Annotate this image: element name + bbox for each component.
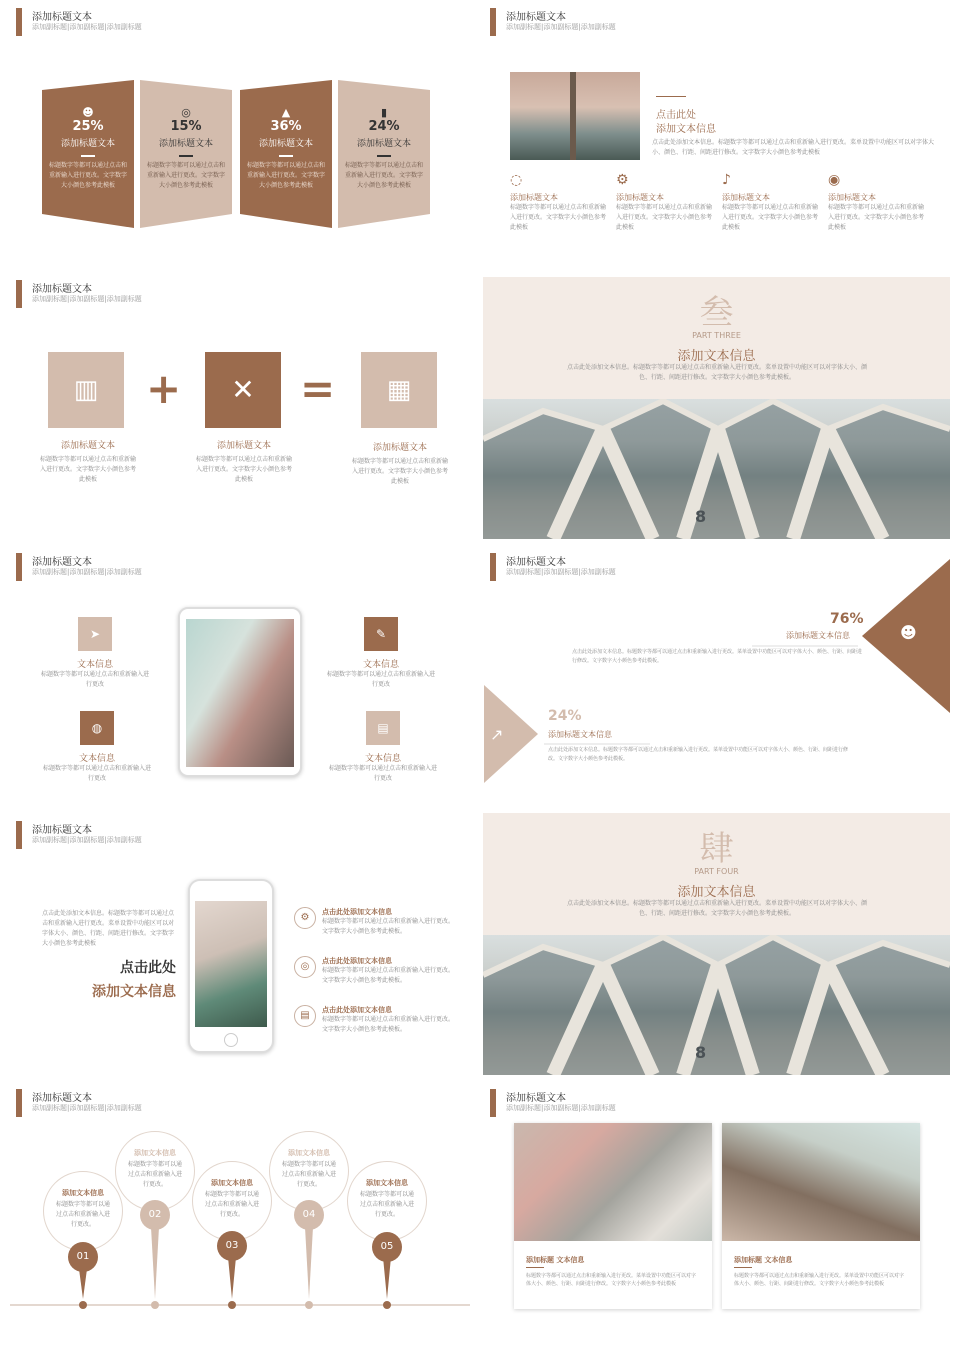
intro-paragraph[interactable]: 点击此处添加文本信息。标题数字等都可以通过点击和重新输入进行更改。菜单设置中功能区可以对字体大小、颜色、行距、间距进行修改。文字数字大小颜色参考此模板 <box>42 910 175 947</box>
header-accent-bar <box>16 280 22 308</box>
equation-caption-1[interactable] <box>40 438 136 485</box>
tablet-device <box>178 607 302 777</box>
timeline-number-3: 03 <box>217 1231 247 1261</box>
stat-card-3[interactable] <box>240 106 332 191</box>
card-body: 标题数字等都可以通过点击和重新输入进行更改。菜单设置中功能区可以对字体大小、颜色、行距、间距进行修改。文字数字大小颜色参考此模板 <box>526 1273 697 1287</box>
equation-box-2[interactable] <box>205 352 281 428</box>
bubble-title: 添加文本信息 <box>134 1149 176 1157</box>
slide-subtitle[interactable]: 添加副标题|添加副标题|添加副标题 <box>506 23 616 31</box>
stat-card-4[interactable] <box>338 106 430 191</box>
slide-subtitle[interactable]: 添加副标题|添加副标题|添加副标题 <box>32 1104 142 1112</box>
equals-sign: = <box>300 364 336 413</box>
info-body: 标题数字等都可以通过点击和重新输入进行更改 <box>328 765 437 782</box>
info-item-1[interactable] <box>40 617 150 690</box>
header-accent-bar <box>490 8 496 36</box>
slide-subtitle[interactable]: 添加副标题|添加副标题|添加副标题 <box>32 295 142 303</box>
feature-body: 标题数字等都可以通过点击和重新输入进行更改。文字数字大小颜色参考此模板 <box>828 204 925 231</box>
caption-title: 添加标题文本 <box>372 443 427 453</box>
stat-percent: 24% <box>368 119 400 134</box>
slide-title[interactable]: 添加标题文本 <box>32 557 92 568</box>
timeline-bubble-4[interactable] <box>269 1131 349 1211</box>
bubble-body: 标题数字等都可以通过点击和重新输入进行更改。 <box>127 1161 182 1188</box>
feature-body: 标题数字等都可以通过点击和重新输入进行更改。文字数字大小颜色参考此模板。 <box>322 1016 455 1033</box>
slide-header <box>0 813 470 853</box>
info-item-4[interactable] <box>328 711 438 784</box>
header-accent-bar <box>16 821 22 849</box>
stat-body: 标题数字等都可以通过点击和重新输入进行更改。文字数字大小颜色参考此模板 <box>344 162 423 189</box>
slide-title[interactable]: 添加标题文本 <box>506 1093 566 1104</box>
stat-card-1[interactable] <box>42 106 134 191</box>
chat-icon: ◌ <box>510 172 523 188</box>
feature-title: 添加标题文本 <box>510 193 558 202</box>
stat-body: 标题数字等都可以通过点击和重新输入进行更改。文字数字大小颜色参考此模板 <box>146 162 225 189</box>
feature-body: 标题数字等都可以通过点击和重新输入进行更改。文字数字大小颜色参考此模板 <box>510 204 607 231</box>
slide-subtitle[interactable]: 添加副标题|添加副标题|添加副标题 <box>506 1104 616 1112</box>
info-body: 标题数字等都可以通过点击和重新输入进行更改 <box>40 671 149 688</box>
timeline-number-2: 02 <box>140 1200 170 1230</box>
tablet-screen-photo <box>186 619 294 767</box>
globe-icon: ◍ <box>80 711 114 745</box>
feature-title: 点击此处添加文本信息 <box>322 957 392 965</box>
equation-box-3[interactable] <box>361 352 437 428</box>
section-number-char: 肆 <box>699 829 734 869</box>
slide-5 <box>0 545 470 807</box>
building-number: 8 <box>695 507 707 526</box>
slide-9 <box>0 1081 470 1343</box>
feature-item-3[interactable] <box>294 1005 454 1035</box>
plus-sign: + <box>146 364 182 413</box>
info-body: 标题数字等都可以通过点击和重新输入进行更改 <box>326 671 435 688</box>
person-icon: ☻ <box>82 106 94 119</box>
slide-header <box>0 272 470 312</box>
stat-title: 添加标题文本 <box>158 139 213 149</box>
building-photo <box>483 399 950 539</box>
stat-percent: 15% <box>170 119 202 134</box>
info-title: 文本信息 <box>78 754 115 764</box>
section-paragraph[interactable]: 点击此处添加文本信息。标题数字等都可以通过点击和重新输入进行更改。菜单设置中功能区可以对字体大小、颜色、行距、间距进行修改。文字数字大小颜色参考此模板 <box>652 139 935 156</box>
card-title: 添加标题 文本信息 <box>526 1256 585 1264</box>
feature-row <box>510 172 930 252</box>
bubble-title: 添加文本信息 <box>211 1179 253 1187</box>
stat-paragraph-2[interactable]: 点击此处添加文本信息。标题数字等都可以通过点击和重新输入进行更改。菜单设置中功能区可以对字体大小、颜色、行距、间距进行修改。文字数字大小颜色参考此模板。 <box>548 747 849 762</box>
feature-title: 点击此处添加文本信息 <box>322 908 392 916</box>
feature-title: 添加标题文本 <box>616 193 664 202</box>
photo-card-1[interactable] <box>514 1123 712 1309</box>
info-title: 文本信息 <box>76 660 113 670</box>
equation-box-1[interactable] <box>48 352 124 428</box>
timeline-number-1: 01 <box>68 1242 98 1272</box>
feature-title: 点击此处添加文本信息 <box>322 1006 392 1014</box>
phone-screen-photo <box>195 901 267 1027</box>
timeline-bubble-5[interactable] <box>347 1161 427 1241</box>
slide-7 <box>0 813 470 1075</box>
card-body: 标题数字等都可以通过点击和重新输入进行更改。菜单设置中功能区可以对字体大小、颜色、行距、间距进行修改。文字数字大小颜色参考此模板 <box>734 1273 905 1287</box>
building-number: 8 <box>695 1043 707 1062</box>
timeline-bubble-2[interactable] <box>115 1131 195 1211</box>
section-heading-1[interactable]: 点击此处 <box>656 110 696 121</box>
tools-icon: ✕ <box>231 373 255 406</box>
slide-10 <box>480 1081 950 1343</box>
slide-title[interactable]: 添加标题文本 <box>32 12 92 23</box>
info-title: 文本信息 <box>362 660 399 670</box>
caption-body: 标题数字等都可以通过点击和重新输入进行更改。文字数字大小颜色参考此模板 <box>196 456 293 483</box>
feature-item[interactable] <box>510 172 610 233</box>
card-title: 添加标题 文本信息 <box>734 1256 793 1264</box>
feature-body: 标题数字等都可以通过点击和重新输入进行更改。文字数字大小颜色参考此模板。 <box>322 967 455 984</box>
info-item-2[interactable] <box>326 617 436 690</box>
stat-label-2[interactable]: 添加标题文本信息 <box>548 730 612 739</box>
header-accent-bar <box>16 553 22 581</box>
timeline-bubble-3[interactable] <box>192 1161 272 1241</box>
slide-title[interactable]: 添加标题文本 <box>32 284 92 295</box>
grid-icon: ▦ <box>386 375 412 405</box>
motorcycle-photo <box>514 1123 712 1241</box>
analytics-icon: ▥ <box>73 375 99 405</box>
timeline-bubble-1[interactable] <box>43 1171 123 1251</box>
stat-title: 添加标题文本 <box>356 139 411 149</box>
navigation-icon: ➤ <box>78 617 112 651</box>
stat-card-2[interactable] <box>140 106 232 191</box>
settings-icon: ⚙ <box>294 907 316 929</box>
stat-title: 添加标题文本 <box>258 139 313 149</box>
header-accent-bar <box>490 1089 496 1117</box>
target-icon: ◎ <box>294 956 316 978</box>
growth-chart-icon: ↗ <box>490 725 504 744</box>
microphone-icon: ♪ <box>722 172 731 188</box>
stat-percent: 36% <box>270 119 302 134</box>
bubble-body: 标题数字等都可以通过点击和重新输入进行更改。 <box>204 1191 259 1218</box>
slide-header <box>480 0 950 40</box>
building-photo <box>483 935 950 1075</box>
slide-header <box>0 545 470 585</box>
part-title[interactable]: 添加文本信息 <box>677 885 756 900</box>
slide-6 <box>480 545 950 807</box>
slide-title[interactable]: 添加标题文本 <box>32 1093 92 1104</box>
feature-body: 标题数字等都可以通过点击和重新输入进行更改。文字数字大小颜色参考此模板 <box>616 204 713 231</box>
caption-title: 添加标题文本 <box>216 441 271 451</box>
slide-header <box>480 1081 950 1121</box>
feature-title: 添加标题文本 <box>722 193 770 202</box>
part-label: PART THREE <box>692 331 741 340</box>
info-title: 文本信息 <box>364 754 401 764</box>
slide-1 <box>0 0 470 262</box>
feature-item-2[interactable] <box>294 956 454 986</box>
document-icon: ✎ <box>364 617 398 651</box>
feature-item[interactable] <box>828 172 928 233</box>
caption-body: 标题数字等都可以通过点击和重新输入进行更改。文字数字大小颜色参考此模板 <box>40 456 137 483</box>
slide-title[interactable]: 添加标题文本 <box>32 825 92 836</box>
part-title[interactable]: 添加文本信息 <box>677 349 756 364</box>
bubble-body: 标题数字等都可以通过点击和重新输入进行更改。 <box>55 1201 110 1228</box>
stat-body: 标题数字等都可以通过点击和重新输入进行更改。文字数字大小颜色参考此模板 <box>48 162 127 189</box>
document-icon: ▤ <box>294 1005 316 1027</box>
intro-heading-1[interactable]: 点击此处 <box>120 960 176 976</box>
caption-title: 添加标题文本 <box>60 441 115 451</box>
feature-title: 添加标题文本 <box>828 193 876 202</box>
slide-subtitle[interactable]: 添加副标题|添加副标题|添加副标题 <box>32 568 142 576</box>
timeline-number-5: 05 <box>372 1232 402 1262</box>
feature-item[interactable] <box>616 172 716 233</box>
slide-subtitle[interactable]: 添加副标题|添加副标题|添加副标题 <box>506 568 616 576</box>
target-icon: ◎ <box>181 106 191 119</box>
bubble-body: 标题数字等都可以通过点击和重新输入进行更改。 <box>359 1191 414 1218</box>
phone-device <box>188 879 274 1053</box>
stat-paragraph-1[interactable]: 点击此处添加文本信息。标题数字等都可以通过点击和重新输入进行更改。菜单设置中功能区可以对字体大小、颜色、行距、间距进行修改。文字数字大小颜色参考此模板。 <box>572 649 863 664</box>
street-trees-photo <box>722 1123 920 1241</box>
feature-item-1[interactable] <box>294 907 454 937</box>
intro-heading-2[interactable]: 添加文本信息 <box>92 984 176 1000</box>
slide-title[interactable]: 添加标题文本 <box>506 12 566 23</box>
stat-percent-1: 76% <box>830 611 864 627</box>
slide-3 <box>0 272 470 534</box>
stat-label-1[interactable]: 添加标题文本信息 <box>786 631 850 640</box>
gear-icon: ⚙ <box>616 172 629 188</box>
part-label: PART FOUR <box>694 867 739 876</box>
slide-4 <box>483 277 950 539</box>
feature-item[interactable] <box>722 172 822 233</box>
part-paragraph[interactable]: 点击此处添加文本信息。标题数字等都可以通过点击和重新输入进行更改。菜单设置中功能区可以对字体大小、颜色、行距、间距进行修改。文字数字大小颜色参考此模板。 <box>567 900 868 917</box>
bubble-title: 添加文本信息 <box>288 1149 330 1157</box>
circle-icon: ◉ <box>828 172 841 188</box>
triangle-shapes <box>480 545 950 807</box>
timeline-number-4: 04 <box>294 1200 324 1230</box>
book-icon: ▤ <box>366 711 400 745</box>
info-item-3[interactable] <box>42 711 152 784</box>
bar-chart-icon: ▮ <box>380 106 388 119</box>
slide-subtitle[interactable]: 添加副标题|添加副标题|添加副标题 <box>32 836 142 844</box>
bubble-body: 标题数字等都可以通过点击和重新输入进行更改。 <box>281 1161 336 1188</box>
part-paragraph[interactable]: 点击此处添加文本信息。标题数字等都可以通过点击和重新输入进行更改。菜单设置中功能区可以对字体大小、颜色、行距、间距进行修改。文字数字大小颜色参考此模板。 <box>567 364 868 381</box>
graduation-cap-icon: ▲ <box>281 106 291 119</box>
caption-body: 标题数字等都可以通过点击和重新输入进行更改。文字数字大小颜色参考此模板 <box>352 458 449 485</box>
bubble-title: 添加文本信息 <box>366 1179 408 1187</box>
building-photo <box>510 72 640 160</box>
stat-title: 添加标题文本 <box>60 139 115 149</box>
photo-card-2[interactable] <box>722 1123 920 1309</box>
section-number-char: 叁 <box>699 293 734 333</box>
stat-body: 标题数字等都可以通过点击和重新输入进行更改。文字数字大小颜色参考此模板 <box>246 162 325 189</box>
user-icon: ☻ <box>900 623 917 642</box>
equation-caption-3[interactable] <box>352 440 448 487</box>
feature-body: 标题数字等都可以通过点击和重新输入进行更改。文字数字大小颜色参考此模板 <box>722 204 819 231</box>
slide-8 <box>483 813 950 1075</box>
slide-subtitle[interactable]: 添加副标题|添加副标题|添加副标题 <box>32 23 142 31</box>
stat-percent: 25% <box>72 119 104 134</box>
feature-body: 标题数字等都可以通过点击和重新输入进行更改。文字数字大小颜色参考此模板。 <box>322 918 455 935</box>
equation-caption-2[interactable] <box>196 438 292 485</box>
slide-2 <box>480 0 950 262</box>
info-body: 标题数字等都可以通过点击和重新输入进行更改 <box>42 765 151 782</box>
slide-title[interactable]: 添加标题文本 <box>506 557 566 568</box>
section-heading-2[interactable]: 添加文本信息 <box>656 124 716 135</box>
bubble-title: 添加文本信息 <box>62 1189 104 1197</box>
stat-percent-2: 24% <box>548 708 582 724</box>
